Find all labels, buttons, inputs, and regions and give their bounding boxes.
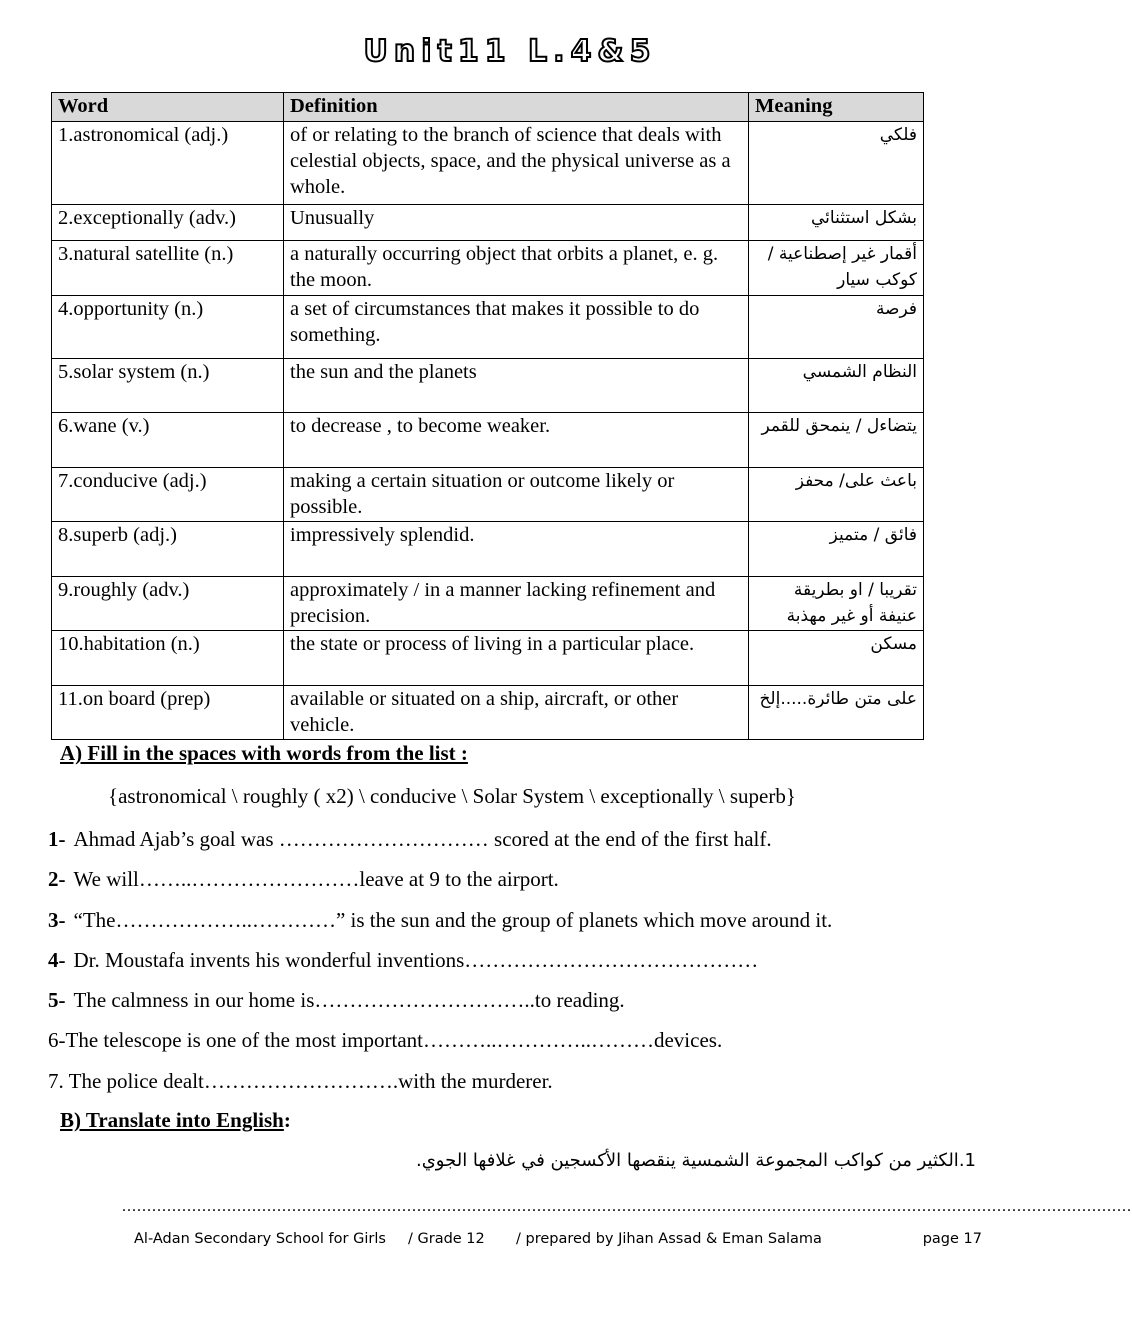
section-a-heading: A) Fill in the spaces with words from the list : (60, 741, 468, 765)
question-3 (48, 908, 832, 933)
meaning-cell: بشكل استثنائي (749, 205, 924, 241)
question-text: 6-The telescope is one of the most important………..…………..………devices. (48, 1028, 723, 1052)
question-text: 7. The police dealt……………………….with the murderer. (48, 1069, 553, 1093)
definition-cell: of or relating to the branch of science that deals with celestial objects, space, and the physical universe as a whole. (284, 122, 749, 205)
table-row (52, 241, 924, 296)
question-text: Ahmad Ajab’s goal was ………………………… scored at the end of the first half. (73, 827, 772, 851)
table-row (52, 413, 924, 468)
table-row (52, 631, 924, 686)
footer-school: Al-Adan Secondary School for Girls (134, 1231, 386, 1247)
table-row (52, 522, 924, 577)
definition-cell: making a certain situation or outcome likely or possible. (284, 468, 749, 522)
question-6 (48, 1028, 722, 1053)
header-meaning: Meaning (749, 93, 924, 122)
section-b-heading (60, 1108, 291, 1133)
word-cell: 5.solar system (n.) (52, 359, 284, 413)
table-row (52, 122, 924, 205)
question-1 (48, 827, 772, 852)
section-b-colon: : (283, 1108, 291, 1132)
meaning-cell: تقريبا / او بطريقة عنيفة أو غير مهذبة (749, 577, 924, 631)
word-cell: 1.astronomical (adj.) (52, 122, 284, 205)
word-list: {astronomical \ roughly ( x2) \ conducive \ Solar System \ exceptionally \ superb} (108, 784, 796, 808)
question-number: 3- (48, 908, 66, 932)
header-definition: Definition (284, 93, 749, 122)
meaning-cell: يتضاءل / ينمحق للقمر (749, 413, 924, 468)
definition-cell: approximately / in a manner lacking refinement and precision. (284, 577, 749, 631)
table-row (52, 577, 924, 631)
question-text: Dr. Moustafa invents his wonderful inventions…………………………………… (73, 948, 759, 972)
word-cell: 9.roughly (adv.) (52, 577, 284, 631)
definition-cell: the sun and the planets (284, 359, 749, 413)
translate-question-1: 1.الكثير من كواكب المجموعة الشمسية ينقصها الأكسجين في غلافها الجوي. (416, 1150, 976, 1171)
table-row (52, 296, 924, 359)
table-row (52, 359, 924, 413)
meaning-cell: فلكي (749, 122, 924, 205)
question-number: 4- (48, 948, 66, 972)
question-number: 1- (48, 827, 66, 851)
word-cell: 7.conducive (adj.) (52, 468, 284, 522)
word-cell: 4.opportunity (n.) (52, 296, 284, 359)
meaning-cell: مسكن (749, 631, 924, 686)
meaning-cell: باعث على/ محفز (749, 468, 924, 522)
word-cell: 6.wane (v.) (52, 413, 284, 468)
question-2 (48, 867, 559, 892)
question-7 (48, 1069, 553, 1094)
word-cell: 2.exceptionally (adv.) (52, 205, 284, 241)
question-text: The calmness in our home is…………………………..to reading. (73, 988, 625, 1012)
definition-cell: a set of circumstances that makes it possible to do something. (284, 296, 749, 359)
page-footer (134, 1231, 982, 1247)
question-text: “The………………..…………” is the sun and the group of planets which move around it. (73, 908, 833, 932)
question-number: 5- (48, 988, 66, 1012)
word-cell: 11.on board (prep) (52, 686, 284, 740)
header-word: Word (52, 93, 284, 122)
definition-cell: impressively splendid. (284, 522, 749, 577)
footer-page-number: page 17 (922, 1231, 982, 1247)
meaning-cell: أقمار غير إصطناعية / كوكب سيار (749, 241, 924, 296)
word-cell: 8.superb (adj.) (52, 522, 284, 577)
word-cell: 10.habitation (n.) (52, 631, 284, 686)
definition-cell: Unusually (284, 205, 749, 241)
vocabulary-table (51, 92, 924, 740)
answer-line: .......................................................................................................................................................................................................... (122, 1198, 1132, 1215)
table-row (52, 468, 924, 522)
section-b-title: B) Translate into English (60, 1108, 284, 1132)
question-4 (48, 948, 758, 973)
word-cell: 3.natural satellite (n.) (52, 241, 284, 296)
question-number: 2- (48, 867, 66, 891)
footer-grade: / Grade 12 (408, 1231, 485, 1247)
definition-cell: the state or process of living in a particular place. (284, 631, 749, 686)
question-text: We will……..……………………leave at 9 to the airport. (73, 867, 559, 891)
meaning-cell: فائق / متميز (749, 522, 924, 577)
table-row (52, 205, 924, 241)
table-row (52, 686, 924, 740)
table-header-row (52, 93, 924, 122)
page-title: Unit11 L.4&5 (363, 34, 657, 69)
definition-cell: a naturally occurring object that orbits a planet, e. g. the moon. (284, 241, 749, 296)
definition-cell: to decrease , to become weaker. (284, 413, 749, 468)
meaning-cell: على متن طائرة.....إلخ (749, 686, 924, 740)
meaning-cell: فرصة (749, 296, 924, 359)
definition-cell: available or situated on a ship, aircraft, or other vehicle. (284, 686, 749, 740)
question-5 (48, 988, 625, 1013)
footer-prepared-by: / prepared by Jihan Assad & Eman Salama (516, 1231, 822, 1247)
meaning-cell: النظام الشمسي (749, 359, 924, 413)
